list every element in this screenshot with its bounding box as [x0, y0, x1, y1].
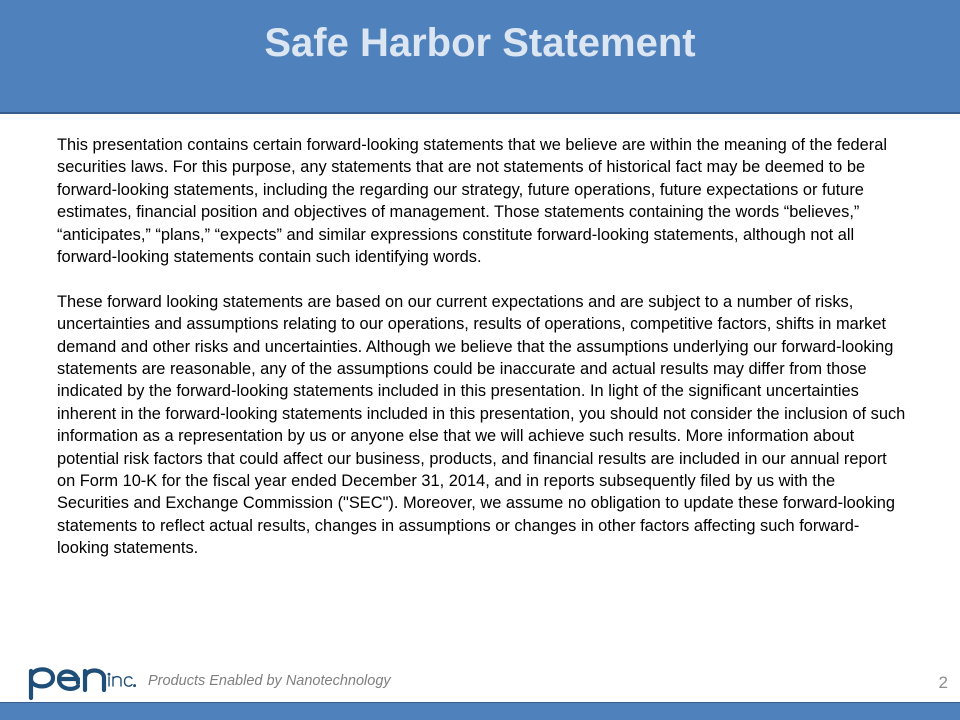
page-number: 2 [938, 673, 948, 692]
pen-inc-logo [26, 654, 136, 700]
title-bar [0, 0, 960, 114]
slide-body [57, 134, 907, 560]
bottom-bar [0, 702, 960, 720]
footer-tagline: Products Enabled by Nanotechnology [148, 673, 391, 689]
slide-title: Safe Harbor Statement [264, 21, 696, 65]
body-paragraph-2: These forward looking statements are based on our current expectations and are subject to a number of risks, uncertainties and assumptions relating to our operations, results of operations, competitive factors, shifts in market demand and other risks and uncertainties. Although we believe that the assumptions underlying our forward-looking statements are reasonable, any of the assumptions could be inaccurate and actual results may differ from those indicated by the forward-looking statements included in this presentation. In light of the significant uncertainties inherent in the forward-looking statements included in this presentation, you should not consider the inclusion of such information as a representation by us or anyone else that we will achieve such results. More information about potential risk factors that could affect our business, products, and financial results are included in our annual report on Form 10-K for the fiscal year ended December 31, 2014, and in reports subsequently filed by us with the Securities and Exchange Commission ("SEC"). Moreover, we assume no obligation to update these forward-looking statements to reflect actual results, changes in assumptions or changes in other factors affecting such forward-looking statements. [57, 292, 906, 558]
body-paragraph-1: This presentation contains certain forward-looking statements that we believe are within the meaning of the federal securities laws. For this purpose, any statements that are not statements of historical fact may be deemed to be forward-looking statements, including the regarding our strategy, future operations, future expectations or future estimates, financial position and objectives of management. Those statements containing the words “believes,” “anticipates,” “plans,” “expects” and similar expressions constitute forward-looking statements, although not all forward-looking statements contain such identifying words. [57, 136, 888, 267]
